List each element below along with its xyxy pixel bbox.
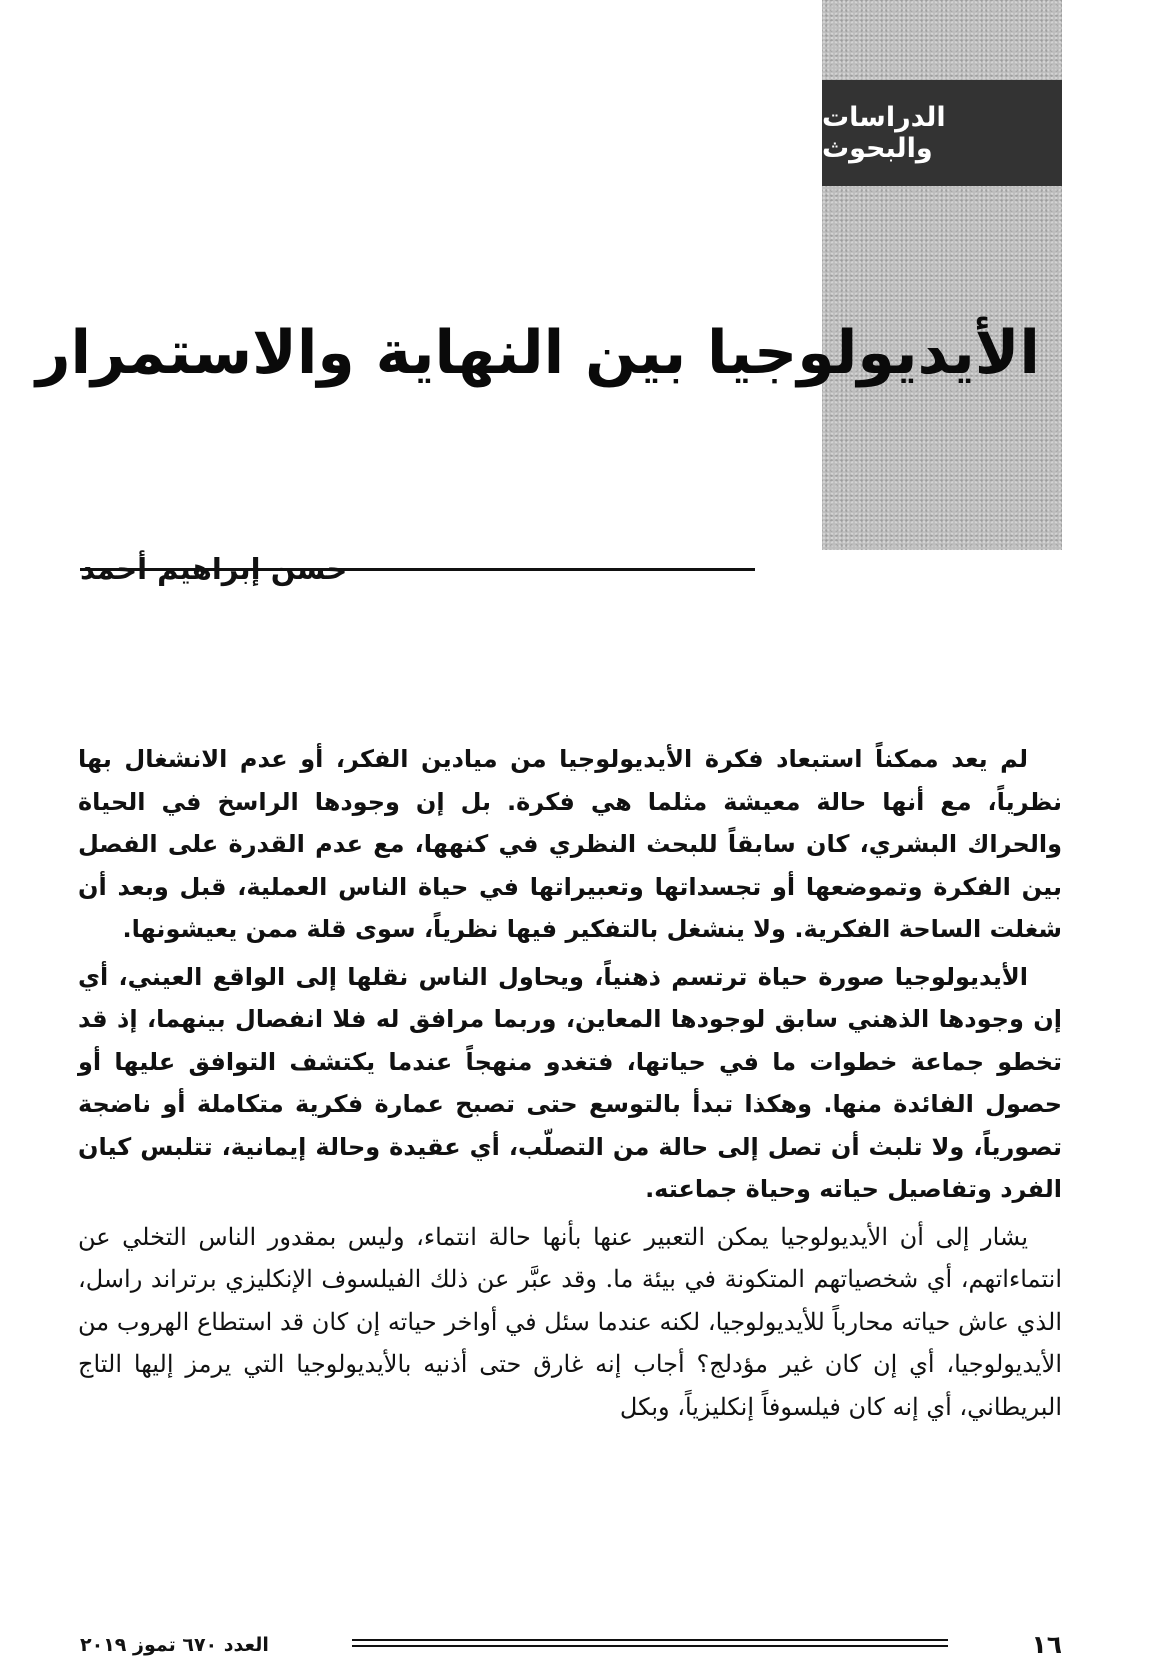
section-label-text: الدراسات والبحوث xyxy=(822,102,946,164)
paragraph-3: يشار إلى أن الأيديولوجيا يمكن التعبير عنها بأنها حالة انتماء، وليس بمقدور الناس التخلي عن انتماءاتهم، أي شخصياتهم المتكونة في بيئة ما. وقد عبَّر عن ذلك الفيلسوف الإنكليزي برتراند راسل، الذي عاش حياته محارباً للأيديولوجيا، لكنه عندما سئل في أواخر حياته إن كان قد استطاع الهروب من الأيديولوجيا، أي إن كان غير مؤدلج؟ أجاب إنه غارق حتى أذنيه بالأيديولوجيا التي يرمز إليها التاج البريطاني، أي إنه كان فيلسوفاً إنكليزياً، وبكل xyxy=(78,1222,1062,1421)
article-title: الأيديولوجيا بين النهاية والاستمرار xyxy=(35,318,1040,388)
page-number: ١٦ xyxy=(1031,1630,1062,1659)
section-label xyxy=(822,80,1062,186)
author-row xyxy=(80,544,1062,594)
author-name: حسن إبراهيم أحمد xyxy=(80,552,348,586)
page-footer xyxy=(60,1625,1062,1665)
paragraph-1: لم يعد ممكناً استبعاد فكرة الأيديولوجيا من ميادين الفكر، أو عدم الانشغال بها نظرياً، مع أنها حالة معيشة مثلما هي فكرة. بل إن وجودها الراسخ في الحياة والحراك البشري، كان سابقاً للبحث النظري في كنهها، مع عدم القدرة على الفصل بين الفكرة وتموضعها أو تجسداتها وتعبيراتها في حياة الناس العملية، قبل وبعد أن شغلت الساحة الفكرية. ولا ينشغل بالتفكير فيها نظرياً، سوى قلة ممن يعيشونها. xyxy=(78,745,1062,943)
paragraph-2: الأيديولوجيا صورة حياة ترتسم ذهنياً، ويحاول الناس نقلها إلى الواقع العيني، أي إن وجودها الذهني سابق لوجودها المعاين، وربما مرافق له فلا انفصال بينهما، إذ قد تخطو جماعة خطوات ما في حياتها، فتغدو منهجاً عندما يكتشف التوافق عليها أو حصول الفائدة منها. وهكذا تبدأ بالتوسع حتى تصبح عمارة فكرية متكاملة أو ناضجة تصورياً، ولا تلبث أن تصل إلى حالة من التصلّب، أي عقيدة وحالة إيمانية، تتلبس كيان الفرد وتفاصيل حياته وحياة جماعته. xyxy=(78,962,1062,1203)
footer-rule-top xyxy=(352,1639,948,1641)
footer-rule-bottom xyxy=(352,1645,948,1647)
article-body xyxy=(78,738,1062,1433)
issue-info: العدد ٦٧٠ تموز ٢٠١٩ xyxy=(80,1634,269,1656)
